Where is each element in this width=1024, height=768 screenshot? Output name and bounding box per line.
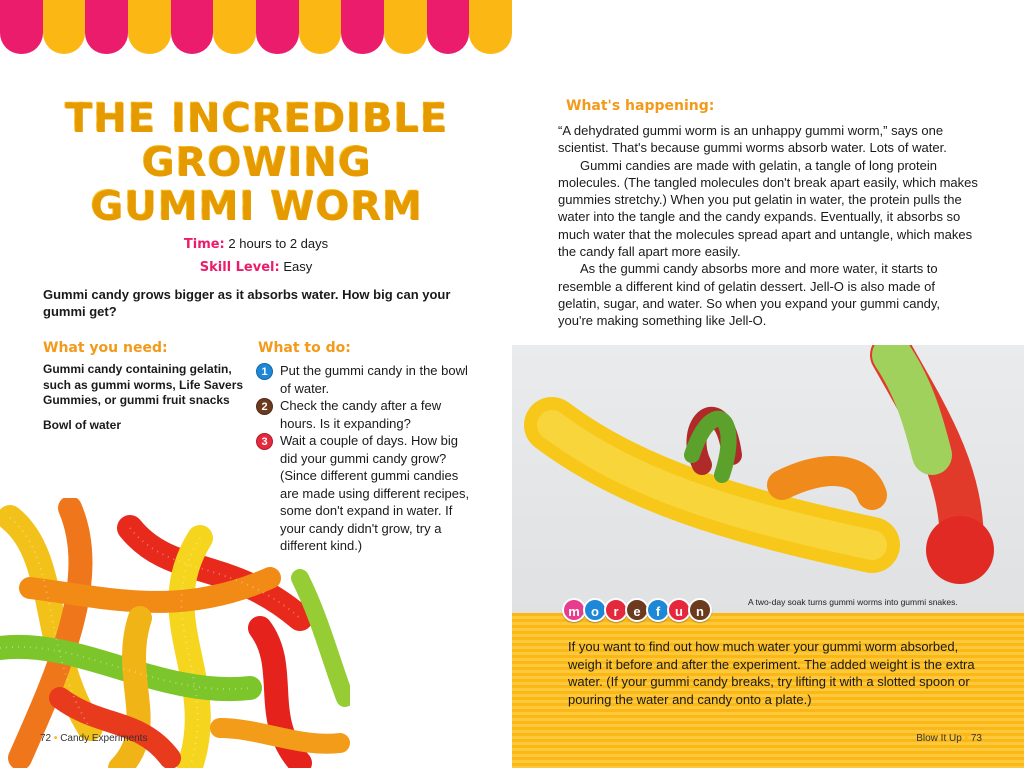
more-fun-letter: n — [688, 598, 712, 622]
title-line-1: THE INCREDIBLE — [64, 95, 448, 141]
step-number-icon: 1 — [256, 363, 273, 380]
scallop — [469, 0, 512, 54]
section-name: Blow It Up — [916, 733, 962, 744]
skill-value: Easy — [283, 259, 313, 274]
more-fun-letter: e — [625, 598, 649, 622]
page-number: 73 — [970, 733, 982, 744]
time-line — [40, 236, 472, 252]
scallop — [43, 0, 86, 54]
scallop — [128, 0, 171, 54]
section-name: Candy Experiments — [60, 733, 148, 744]
time-value: 2 hours to 2 days — [228, 236, 329, 251]
paragraph: Gummi candies are made with gelatin, a tangle of long protein molecules. (The tangled molecules don't break apart easily, which makes gummies stretchy.) When you put gelatin in water, the protein pulls the water into the tangle and the candy expands. Eventually, it absorbs so much water that the molecules spread apart and untangle, which makes the candy fall apart more easily. — [558, 157, 978, 260]
gummi-snakes-photo — [512, 345, 1024, 613]
more-fun-letter: r — [604, 598, 628, 622]
scallop — [85, 0, 128, 54]
skill-label: Skill Level: — [199, 260, 280, 275]
page-title — [40, 96, 472, 228]
page-number: 72 — [40, 733, 52, 744]
scallop — [341, 0, 384, 54]
step-text: Put the gummi candy in the bowl of water. — [280, 363, 468, 396]
photo-caption: A two-day soak turns gummi worms into gummi snakes. — [748, 597, 958, 607]
step-item — [256, 362, 476, 397]
step-number-icon: 3 — [256, 433, 273, 450]
scallop — [256, 0, 299, 54]
more-fun-text: If you want to find out how much water your gummi worm absorbed, weigh it before and after the experiment. The added weight is the extra water. (If your gummi candy breaks, try lifting it with a slotted spoon or pouring the water and candy onto a plate.) — [568, 639, 975, 707]
step-text: Check the candy after a few hours. Is it expanding? — [280, 398, 442, 431]
more-fun-letter: f — [646, 598, 670, 622]
more-fun-letter: m — [562, 598, 586, 622]
page-footer-right: Blow It Up • 73 — [916, 733, 982, 744]
happening-text — [558, 122, 978, 330]
more-fun-badges — [562, 598, 709, 622]
need-heading: What you need: — [43, 340, 168, 356]
more-fun-letter: u — [667, 598, 691, 622]
title-line-3: GUMMI WORM — [89, 183, 423, 229]
step-number-icon: 2 — [256, 398, 273, 415]
need-list — [43, 362, 248, 442]
more-fun-letter: o — [583, 598, 607, 622]
gummy-worms-pile-photo — [0, 498, 350, 768]
skill-line — [40, 259, 472, 275]
time-label: Time: — [183, 237, 225, 252]
need-item: Bowl of water — [43, 417, 122, 432]
step-text: Wait a couple of days. How big did your gummi candy grow? (Since different gummi candies are made using different recipes, some don't expand in water. If your candy didn't grow, try a different kind.) — [280, 433, 470, 553]
scallop — [213, 0, 256, 54]
title-line-2: GROWING — [141, 139, 371, 185]
step-item — [256, 397, 476, 432]
todo-heading: What to do: — [258, 340, 351, 356]
scallop — [0, 0, 43, 54]
intro-text: Gummi candy grows bigger as it absorbs water. How big can your gummi get? — [43, 287, 451, 319]
scallop — [427, 0, 470, 54]
paragraph: As the gummi candy absorbs more and more water, it starts to resemble a different kind of gelatin dessert. Jell-O is also made of gelatin, sugar, and water. So when you expand your gummi candy, you're making something like Jell-O. — [558, 261, 941, 329]
happening-heading: What's happening: — [566, 98, 715, 114]
scallop — [384, 0, 427, 54]
scallop — [299, 0, 342, 54]
paragraph: “A dehydrated gummi worm is an unhappy gummi worm,” says one scientist. That's because gummi worms absorb water. Lots of water. — [558, 123, 947, 156]
page-footer-left: 72 • Candy Experiments — [40, 733, 148, 744]
scallop — [171, 0, 214, 54]
scalloped-border — [0, 0, 512, 54]
need-item: Gummi candy containing gelatin, such as gummi worms, Life Savers Gummies, or gummi fruit snacks — [43, 362, 244, 407]
